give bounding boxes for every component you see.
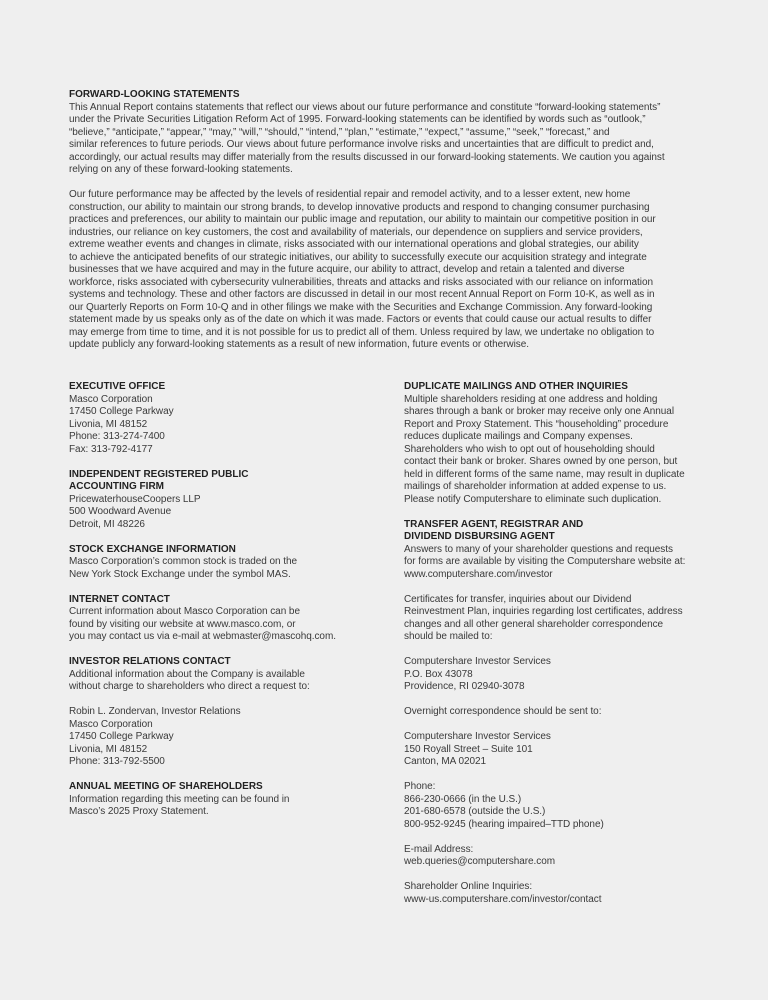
annual-meeting-heading: ANNUAL MEETING OF SHAREHOLDERS (69, 781, 263, 792)
transfer-agent-overnight-label: Overnight correspondence should be sent to: (404, 706, 602, 717)
stock-exchange-heading: STOCK EXCHANGE INFORMATION (69, 543, 236, 555)
executive-office-address: Masco Corporation 17450 College Parkway Livonia, MI 48152 Phone: 313-274-7400 Fax: 313-792-4177 (69, 393, 174, 455)
annual-meeting-text: Information regarding this meeting can be found in Masco’s 2025 Proxy Statement. (69, 793, 290, 817)
accounting-firm-heading: INDEPENDENT REGISTERED PUBLIC ACCOUNTING FIRM (69, 468, 249, 492)
forward-looking-paragraph-1: This Annual Report contains statements that reflect our views about our future performance and constitute “forward-looking statements” under the Private Securities Litigation Reform Act of 1995. Forward-looking statements can be identified by words such as “outlook,” “believe,” “anticipate,” “appear,” “may,” “will,” “should,” “intend,” “plan,” “estimate,” “expect,” “assume,” “seek,” “forecast,” and similar references to future periods. Our views about future performance involve risks and uncertainties that are difficult to predict and, accordingly, our actual results may differ materially from the results discussed in our forward-looking statements. We caution you against relying on any of these forward-looking statements. (69, 101, 665, 175)
transfer-agent-online: Shareholder Online Inquiries: www-us.computershare.com/investor/contact (404, 881, 602, 905)
duplicate-mailings-text: Multiple shareholders residing at one address and holding shares through a bank or broker may receive only one Annual Report and Proxy Statement. This “householding” procedure reduces duplicate mailings and Company expenses. Shareholders who wish to opt out of householding should contact their bank or broker. Shares owned by one person, but held in different forms of the same name, may result in duplicate mailings of shareholder information at added expense to us. Please notify Computershare to eliminate such duplication. (404, 393, 685, 505)
internet-contact-heading: INTERNET CONTACT (69, 593, 170, 605)
forward-looking-paragraph-2: Our future performance may be affected by the levels of residential repair and remodel activity, and to a lesser extent, new home construction, our ability to maintain our strong brands, to develop innovative products and respond to changing consumer purchasing practices and preferences, our ability to maintain our public image and reputation, our ability to maintain our competitive position in our industries, our reliance on key customers, the cost and availability of materials, our dependence on suppliers and service providers, extreme weather events and changes in climate, risks associated with our international operations and global strategies, our ability to achieve the anticipated benefits of our strategic initiatives, our ability to successfully execute our acquisition strategy and integrate businesses that we have acquired and may in the future acquire, our ability to attract, develop and retain a talented and diverse workforce, risks associated with cybersecurity vulnerabilities, threats and attacks and risks associated with our reliance on information systems and technology. These and other factors are discussed in detail in our most recent Annual Report on Form 10-K, as well as in our Quarterly Reports on Form 10-Q and in other filings we make with the Securities and Exchange Commission. Any forward-looking statement made by us speaks only as of the date on which it was made. Factors or events that could cause our actual results to differ may emerge from time to time, and it is not possible for us to predict all of them. Unless required by law, we undertake no obligation to update publicly any forward-looking statements as a result of new information, future events or otherwise. (69, 189, 656, 350)
transfer-agent-phone: Phone: 866-230-0666 (in the U.S.) 201-680-6578 (outside the U.S.) 800-952-9245 (hearing impaired–TTD phone) (404, 781, 604, 830)
accounting-firm-address: PricewaterhouseCoopers LLP 500 Woodward Avenue Detroit, MI 48226 (69, 493, 201, 530)
investor-relations-text: Additional information about the Company is available without charge to shareholders who direct a request to: (69, 668, 310, 692)
forward-looking-section (69, 89, 701, 352)
annual-meeting-section (69, 781, 369, 819)
investor-relations-contact: Robin L. Zondervan, Investor Relations Masco Corporation 17450 College Parkway Livonia, MI 48152 Phone: 313-792-5500 (69, 706, 241, 767)
stock-exchange-section (69, 544, 369, 582)
executive-office-heading: EXECUTIVE OFFICE (69, 381, 166, 392)
transfer-agent-certificates: Certificates for transfer, inquiries about our Dividend Reinvestment Plan, inquiries regarding lost certificates, address changes and all other general shareholder correspondence should be mailed to: (404, 593, 683, 642)
transfer-agent-overnight-address: Computershare Investor Services 150 Royall Street – Suite 101 Canton, MA 02021 (404, 731, 551, 767)
transfer-agent-mail-address: Computershare Investor Services P.O. Box 43078 Providence, RI 02940-3078 (404, 656, 551, 692)
forward-looking-heading: FORWARD-LOOKING STATEMENTS (69, 89, 240, 100)
transfer-agent-heading: TRANSFER AGENT, REGISTRAR AND DIVIDEND DISBURSING AGENT (404, 518, 584, 542)
accounting-firm-section (69, 469, 369, 532)
investor-relations-heading: INVESTOR RELATIONS CONTACT (69, 656, 231, 667)
investor-relations-section (69, 656, 369, 769)
transfer-agent-email: E-mail Address: web.queries@computershare.com (404, 843, 555, 867)
stock-exchange-text: Masco Corporation’s common stock is traded on the New York Stock Exchange under the symbol MAS. (69, 556, 298, 580)
transfer-agent-intro: Answers to many of your shareholder questions and requests for forms are available by visiting the Computershare website at: www.computershare.com/investor (404, 543, 686, 580)
internet-contact-section (69, 594, 369, 644)
right-column (404, 381, 704, 919)
duplicate-mailings-heading: DUPLICATE MAILINGS AND OTHER INQUIRIES (404, 381, 628, 392)
transfer-agent-section (404, 519, 704, 907)
left-column (69, 381, 369, 831)
duplicate-mailings-section (404, 381, 704, 506)
internet-contact-text: Current information about Masco Corporation can be found by visiting our website at www.masco.com, or you may contact us via e-mail at webmaster@mascohq.com. (69, 606, 336, 642)
executive-office-section (69, 381, 369, 456)
